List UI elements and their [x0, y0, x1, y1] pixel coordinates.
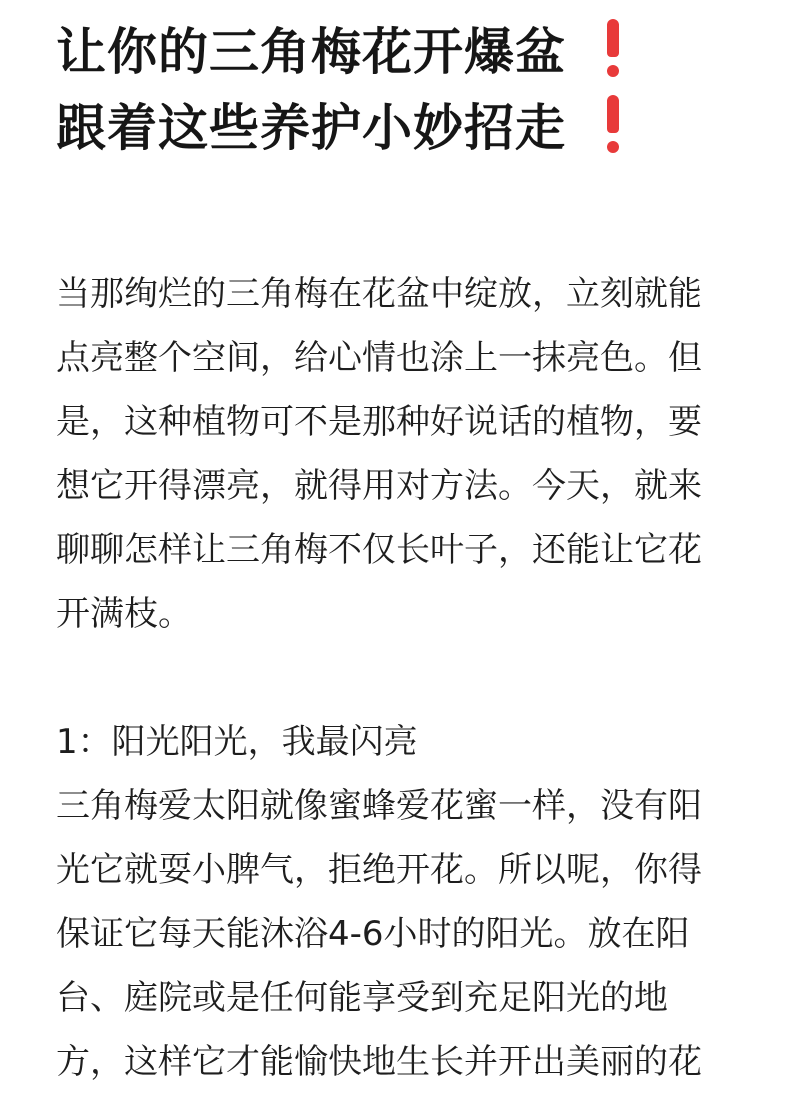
paragraph-spacer: [56, 646, 746, 710]
intro-line: 开满枝。: [56, 594, 192, 634]
title-line-2: [56, 90, 756, 166]
title-line-1: [56, 14, 756, 90]
article-body: [56, 262, 746, 1094]
section-1-line: 三角梅爱太阳就像蜜蜂爱花蜜一样，没有阳: [56, 786, 702, 826]
section-1-line: 台、庭院或是任何能享受到充足阳光的地: [56, 978, 668, 1018]
section-1-line: 方，这样它才能愉快地生长并开出美丽的花: [56, 1042, 702, 1082]
red-exclamation-icon: [606, 19, 620, 77]
intro-line: 聊聊怎样让三角梅不仅长叶子，还能让它花: [56, 530, 702, 570]
section-1-line: 保证它每天能沐浴4-6小时的阳光。放在阳: [56, 914, 690, 954]
red-exclamation-icon: [606, 95, 620, 153]
section-1: [56, 710, 746, 1094]
intro-line: 点亮整个空间，给心情也涂上一抹亮色。但: [56, 338, 702, 378]
intro-line: 当那绚烂的三角梅在花盆中绽放，立刻就能: [56, 274, 702, 314]
section-1-heading: 1：阳光阳光，我最闪亮: [56, 722, 418, 762]
title-line-1-text: 让你的三角梅花开爆盆: [56, 23, 566, 81]
intro-line: 想它开得漂亮，就得用对方法。今天，就来: [56, 466, 702, 506]
title-line-2-text: 跟着这些养护小妙招走: [56, 99, 566, 157]
intro-paragraph: [56, 262, 746, 646]
intro-line: 是，这种植物可不是那种好说话的植物，要: [56, 402, 702, 442]
article-title: [56, 14, 756, 166]
section-1-line: 光它就耍小脾气，拒绝开花。所以呢，你得: [56, 850, 702, 890]
